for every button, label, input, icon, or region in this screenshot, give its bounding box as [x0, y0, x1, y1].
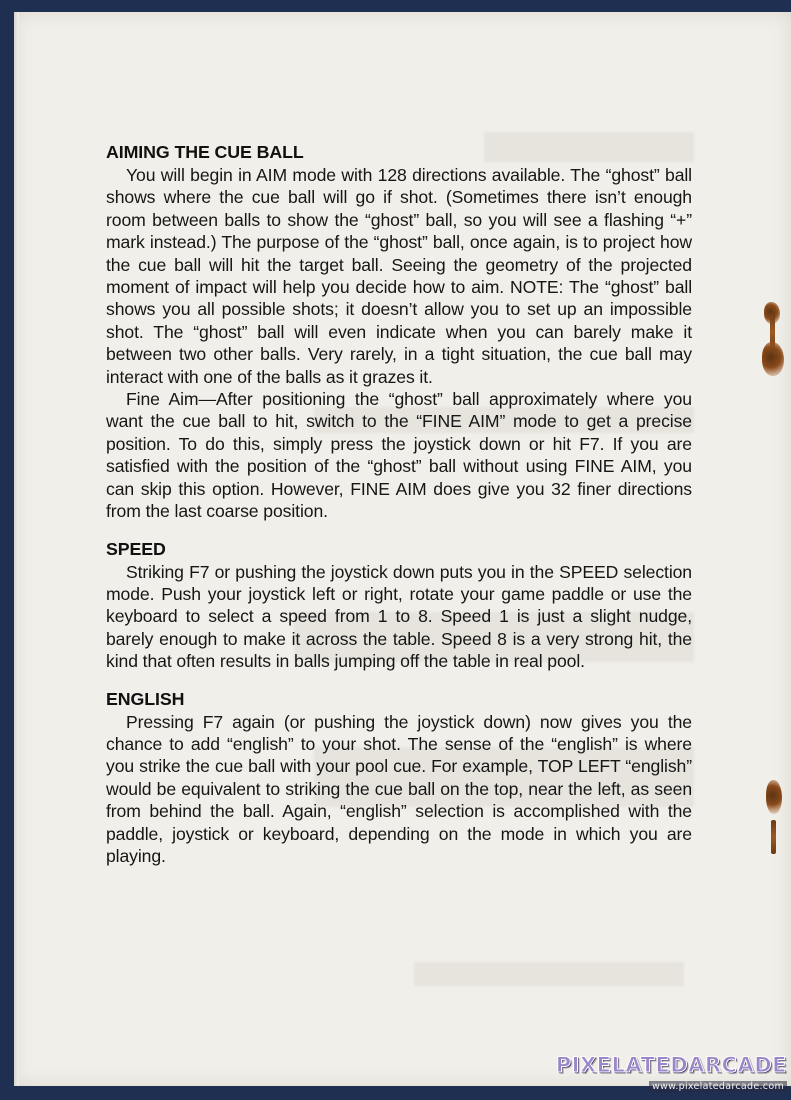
paragraph-english: Pressing F7 again (or pushing the joystick down) now gives you the chance to add “english” to your shot. The sense of the “english” is where you strike the cue ball with your pool cue. For example, TOP LEFT “english” would be equivalent to striking the cue ball on the top, near the left, as seen from behind the ball. Again, “english” selection is accomplished with the paddle, joystick or keyboard, depending on the mode in which you are playing.	[106, 711, 692, 866]
watermark-logo: PIXELATEDARCADE	[555, 1053, 787, 1077]
staple-mark-icon	[771, 820, 776, 854]
watermark-url: www.pixelatedarcade.com	[649, 1081, 787, 1092]
rust-stain-icon	[762, 342, 784, 376]
show-through-smudge	[414, 962, 684, 986]
manual-text	[106, 140, 692, 867]
page-edge-shadow	[14, 12, 19, 1086]
paragraph-speed: Striking F7 or pushing the joystick down puts you in the SPEED selection mode. Push your joystick left or right, rotate your game paddle or use the keyboard to select a speed from 1 to 8. Speed 1 is just a slight nudge, barely enough to make it across the table. Speed 8 is a very strong hit, the kind that often results in balls jumping off the table in real pool.	[106, 561, 692, 672]
heading-aiming-the-cue-ball: AIMING THE CUE BALL	[106, 142, 304, 162]
paragraph-aiming: You will begin in AIM mode with 128 directions available. The “ghost” ball shows where the cue ball will go if shot. (Sometimes there isn’t enough room between balls to show the “ghost” ball, so you will see a flashing “+” mark instead.) The purpose of the “ghost” ball, once again, is to project how the cue ball will hit the target ball. Seeing the geometry of the projected moment of impact will help you decide how to aim. NOTE: The “ghost” ball shows you all possible shots; it doesn’t allow you to set up an impossible shot. The “ghost” ball will even indicate when you can barely make it between two other balls. Very rarely, in a tight situation, the cue ball may interact with one of the balls as it grazes it.	[106, 165, 692, 387]
heading-speed: SPEED	[106, 538, 166, 559]
watermark	[556, 1054, 787, 1094]
rust-stain-icon	[766, 780, 782, 814]
manual-page	[14, 12, 791, 1086]
heading-english: ENGLISH	[106, 688, 185, 709]
paragraph-fine-aim: Fine Aim—After positioning the “ghost” ball approximately where you want the cue ball to hit, switch to the “FINE AIM” mode to get a precise position. To do this, simply press the joystick down or hit F7. If you are satisfied with the position of the “ghost” ball without using FINE AIM, you can skip this option. However, FINE AIM does give you 32 finer directions from the last coarse position.	[106, 389, 692, 522]
